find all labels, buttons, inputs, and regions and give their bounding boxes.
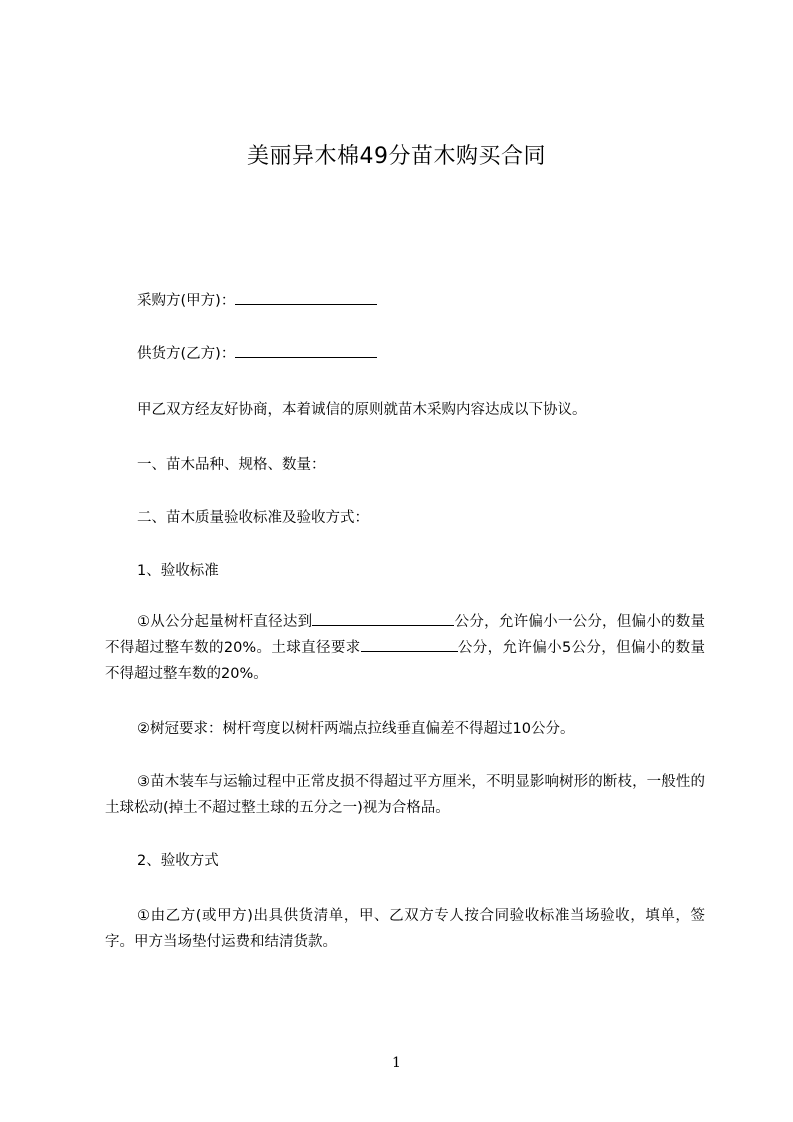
acceptance-item-2: ②树冠要求：树杆弯度以树杆两端点拉线垂直偏差不得超过10公分。 (137, 721, 575, 737)
trunk-diameter-blank (312, 609, 454, 626)
document-title: 美丽异木棉49分苗木购买合同 (247, 144, 546, 169)
subsection-1-heading: 1、验收标准 (137, 563, 219, 579)
party-b-label: 供货方(乙方)： (137, 346, 236, 362)
party-b-line (105, 341, 737, 367)
section-2-heading: 二、苗木质量验收标准及验收方式： (137, 510, 369, 526)
item1-text-c: 公分，允许偏小5公分，但偏小的数量不得超过整车数的20%。 (105, 640, 705, 682)
item1-text-a: ①从公分起量树杆直径达到 (137, 614, 313, 630)
page-number: 1 (392, 1055, 401, 1071)
section-1-heading: 一、苗木品种、规格、数量： (137, 457, 326, 473)
acceptance-item-3: ③苗木装车与运输过程中正常皮损不得超过平方厘米，不明显影响树形的断枝，一般性的土球松动(掉土不超过整土球的五分之一)视为合格品。 (105, 774, 705, 816)
acceptance-method-1: ①由乙方(或甲方)出具供货清单，甲、乙双方专人按合同验收标准当场验收，填单，签字。甲方当场垫付运费和结清货款。 (105, 908, 705, 950)
acceptance-item-1 (105, 609, 705, 687)
party-b-blank (235, 341, 377, 358)
party-a-line (105, 288, 737, 314)
subsection-2-heading: 2、验收方式 (137, 853, 219, 869)
party-a-blank (235, 288, 377, 305)
root-ball-diameter-blank (361, 635, 458, 652)
party-a-label: 采购方(甲方)： (137, 293, 236, 309)
intro-paragraph: 甲乙双方经友好协商，本着诚信的原则就苗木采购内容达成以下协议。 (137, 402, 587, 418)
item1-text-b: 公分，允许偏小一公分，但偏小的数量不得超过整车数的20%。土球直径要求 (105, 614, 706, 656)
